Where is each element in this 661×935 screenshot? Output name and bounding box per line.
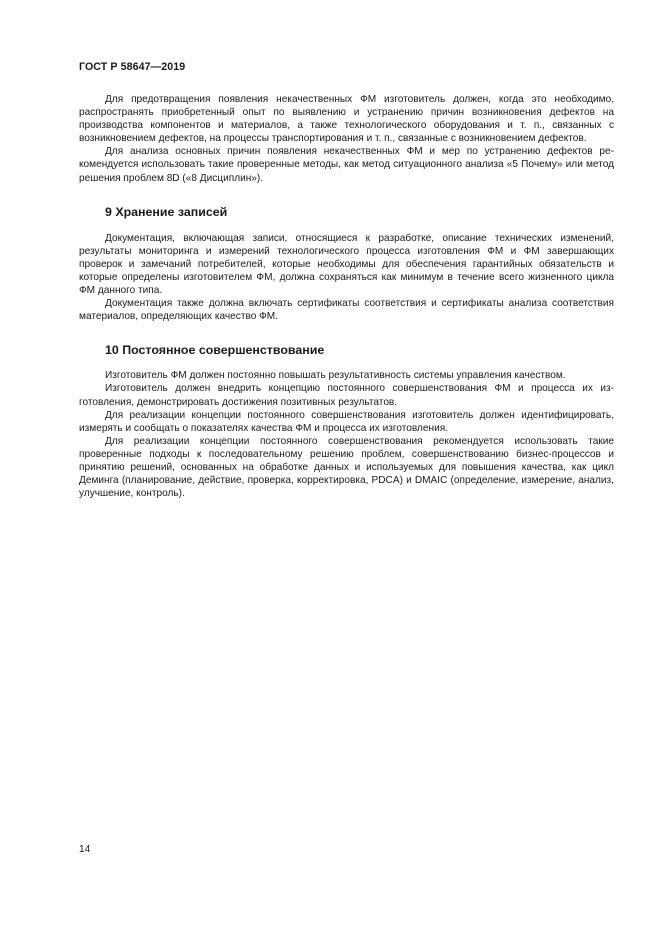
page-number: 14 xyxy=(79,844,91,855)
page-content xyxy=(79,93,614,500)
section-9-title: 9 Хранение записей xyxy=(105,204,228,219)
section-10-paragraph-4: Для реализации концепции постоянного совершенствования рекомендуется использовать такие проверенные подходы к последовательному решению проблем, совершенствованию бизнес-процессов и принятию решений, основанных на обработке данных и используемых для повышения качества, как цикл Деминга (планирование, действие, проверка, корректировка, PDCA) и DMAIC (определение, измерение, анализ, улучшение, контроль). xyxy=(79,435,614,500)
intro-paragraph-1: Для предотвращения появления некачественных ФМ изготовитель должен, когда это необходимо, распространять приобретенный опыт по выявлению и устранению причин возникновения дефектов на производства компонентов и материалов, а также технологического оборудования и т. п., связанных с возникновением дефектов, на процессы транспортирования и т. п., связанные с возникновением дефектов. xyxy=(79,94,614,145)
document-code-header: ГОСТ Р 58647—2019 xyxy=(79,61,186,73)
section-9-paragraph-2: Документация также должна включать сертификаты соответствия и сертификаты анализа соответствия материалов, определяющих качество ФМ. xyxy=(79,298,614,323)
section-9-paragraph-1: Документация, включающая записи, относящиеся к разработке, описание технических изменений, результаты мониторинга и измерений технологического процесса изготовления ФМ и ФМ завершающих проверок и замечаний потребителей, которые необходимы для обеспечения гарантийных обязательств и которые определены изготовителем ФМ, должна сохраняться как минимум в течение всего жизненного цикла ФМ данного типа. xyxy=(79,232,614,297)
section-10-paragraph-3: Для реализации концепции постоянного совершенствования изготовитель должен идентифицировать, измерять и сообщать о показателях качества ФМ и процесса их изготовления. xyxy=(79,409,614,434)
section-10-title: 10 Постоянное совершенствование xyxy=(105,343,325,358)
section-10-paragraph-1: Изготовитель ФМ должен постоянно повышать результативность системы управления качеством. xyxy=(105,370,566,382)
section-10-paragraph-2: Изготовитель должен внедрить концепцию постоянного совершенствования ФМ и процесса их изготовления, демонстрировать достижения позитивных результатов. xyxy=(79,383,614,408)
intro-paragraph-2: Для анализа основных причин появления некачественных ФМ и мер по устранению дефектов рекомендуется использовать такие проверенные методы, как метод ситуационного анализа «5 Почему» или метод решения проблем 8D («8 Дисциплин»). xyxy=(79,146,614,184)
